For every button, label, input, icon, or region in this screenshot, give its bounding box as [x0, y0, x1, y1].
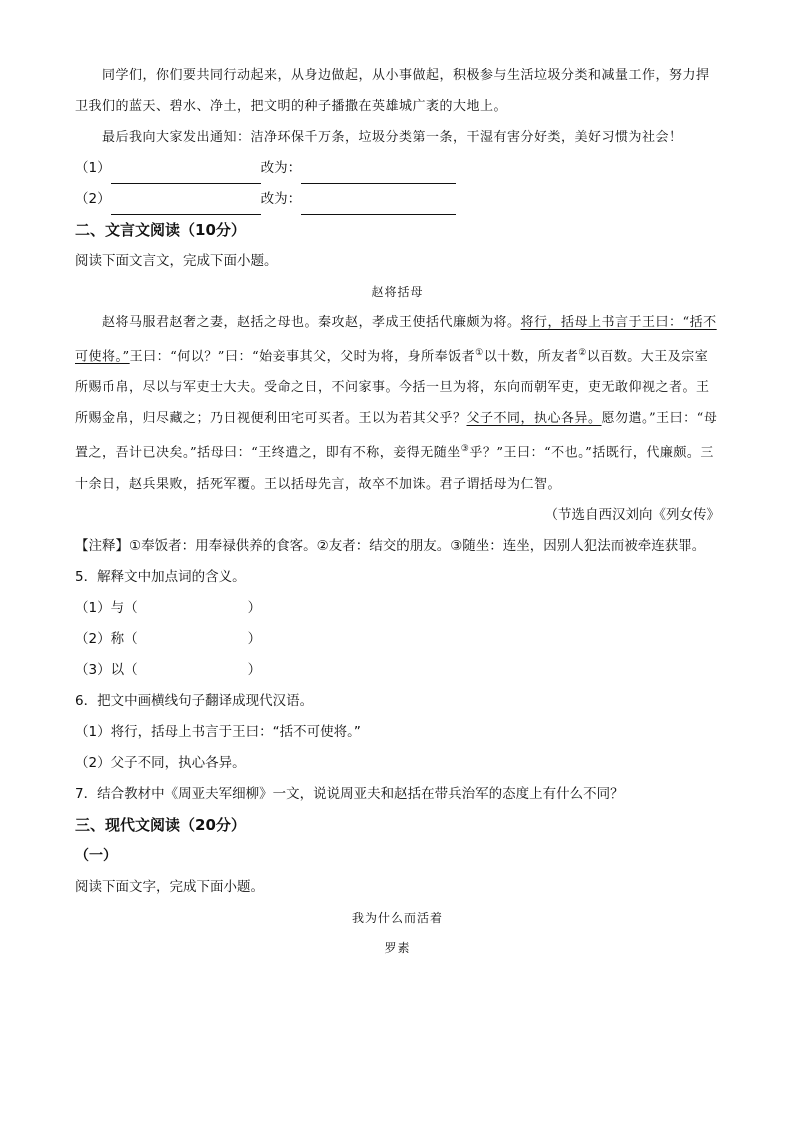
passage-title: 赵将括母 — [371, 285, 424, 299]
essay-paragraph-1: 同学们，你们要共同行动起来，从身边做起，从小事做起，积极参与生活垃圾分类和减量工作，努力捍卫我们的蓝天、碧水、净土，把文明的种子播撒在英雄城广袤的大地上。 — [75, 68, 710, 114]
passage-segment: 愿勿遣。”王曰：“母置之，吾计已决矣。”括母曰：“王终遣之，即有不称，妾得无随坐 — [75, 411, 718, 461]
underlined-sentence-1: 将行，括母上书言于王曰：“括不可使将。” — [75, 315, 717, 365]
question-6-item-1: （1）将行，括母上书言于王曰：“括不可使将。” — [75, 723, 361, 740]
change-to-label: 改为： — [260, 160, 302, 176]
article-title: 我为什么而活着 — [351, 910, 443, 925]
item-label: （3）以（ — [75, 661, 138, 678]
fix-line-2 — [75, 184, 720, 215]
fix-2-label: （2） — [75, 191, 111, 207]
answer-blank[interactable] — [301, 167, 456, 184]
article-author: 罗素 — [384, 940, 411, 955]
close-paren: ） — [247, 630, 262, 647]
underlined-sentence-2: 父子不同，执心各异。 — [466, 411, 602, 427]
answer-blank[interactable] — [111, 198, 261, 215]
section-2-heading: 二、文言文阅读（10分） — [75, 221, 246, 239]
essay-paragraph-2: 最后我向大家发出通知：洁净环保千万条，垃圾分类第一条，干湿有害分好类，美好习惯为社会！ — [102, 130, 683, 145]
note-marker: ③ — [460, 444, 470, 455]
passage-segment: 乎？”王曰：“不也。”括既行，代廉颇。三十余日，赵兵果败，括死军覆。王以括母先言，故卒不加诛。君子谓括母为仁智。 — [75, 445, 714, 492]
answer-blank[interactable] — [301, 198, 456, 215]
question-5-item-3 — [75, 655, 720, 686]
note-marker: ② — [578, 348, 587, 358]
close-paren: ） — [247, 661, 262, 678]
question-6-item-2: （2）父子不同，执心各异。 — [75, 754, 246, 771]
question-5-item-2 — [75, 624, 720, 655]
document-page — [75, 60, 720, 963]
passage-text — [75, 307, 720, 500]
item-label: （1）与（ — [75, 599, 138, 616]
passage-segment: 以十数，所友者 — [483, 349, 579, 365]
item-label: （2）称（ — [75, 630, 138, 647]
close-paren: ） — [247, 599, 262, 616]
section-3-heading: 三、现代文阅读（20分） — [75, 815, 246, 834]
section-2-intro: 阅读下面文言文，完成下面小题。 — [75, 253, 278, 269]
fix-line-1 — [75, 153, 720, 184]
passage-segment: 以百数。大王及宗室所赐币帛，尽以与军吏士大夫。受命之日，不问家事。今括一旦为将，东向而朝军吏，吏无敢仰视之者。王所赐金帛，归尽藏之；乃日视便利田宅可买者。王以为若其父乎？ — [75, 349, 710, 427]
passage-source: （节选自西汉刘向《列女传》 — [544, 506, 720, 523]
passage-notes: 【注释】①奉饭者：用奉禄供养的食客。②友者：结交的朋友。③随坐：连坐，因别人犯法而被牵连获罪。 — [75, 537, 706, 554]
note-marker: ① — [475, 348, 484, 358]
question-7: 7．结合教材中《周亚夫军细柳》一文，说说周亚夫和赵括在带兵治军的态度上有什么不同？ — [75, 785, 624, 802]
question-5-item-1 — [75, 593, 720, 624]
section-3-intro: 阅读下面文字，完成下面小题。 — [75, 878, 264, 895]
question-6: 6．把文中画横线句子翻译成现代汉语。 — [75, 692, 314, 709]
question-5: 5．解释文中加点词的含义。 — [75, 568, 246, 585]
change-to-label: 改为： — [260, 191, 302, 207]
answer-blank[interactable] — [111, 167, 261, 184]
section-3-subheading: （一） — [75, 847, 117, 864]
passage-segment: 赵将马服君赵奢之妻，赵括之母也。秦攻赵，孝成王使括代廉颇为将。 — [102, 315, 521, 330]
passage-segment: 王曰：“何以？”曰：“始妾事其父，父时为将，身所奉饭者 — [129, 349, 476, 365]
fix-1-label: （1） — [75, 160, 111, 176]
